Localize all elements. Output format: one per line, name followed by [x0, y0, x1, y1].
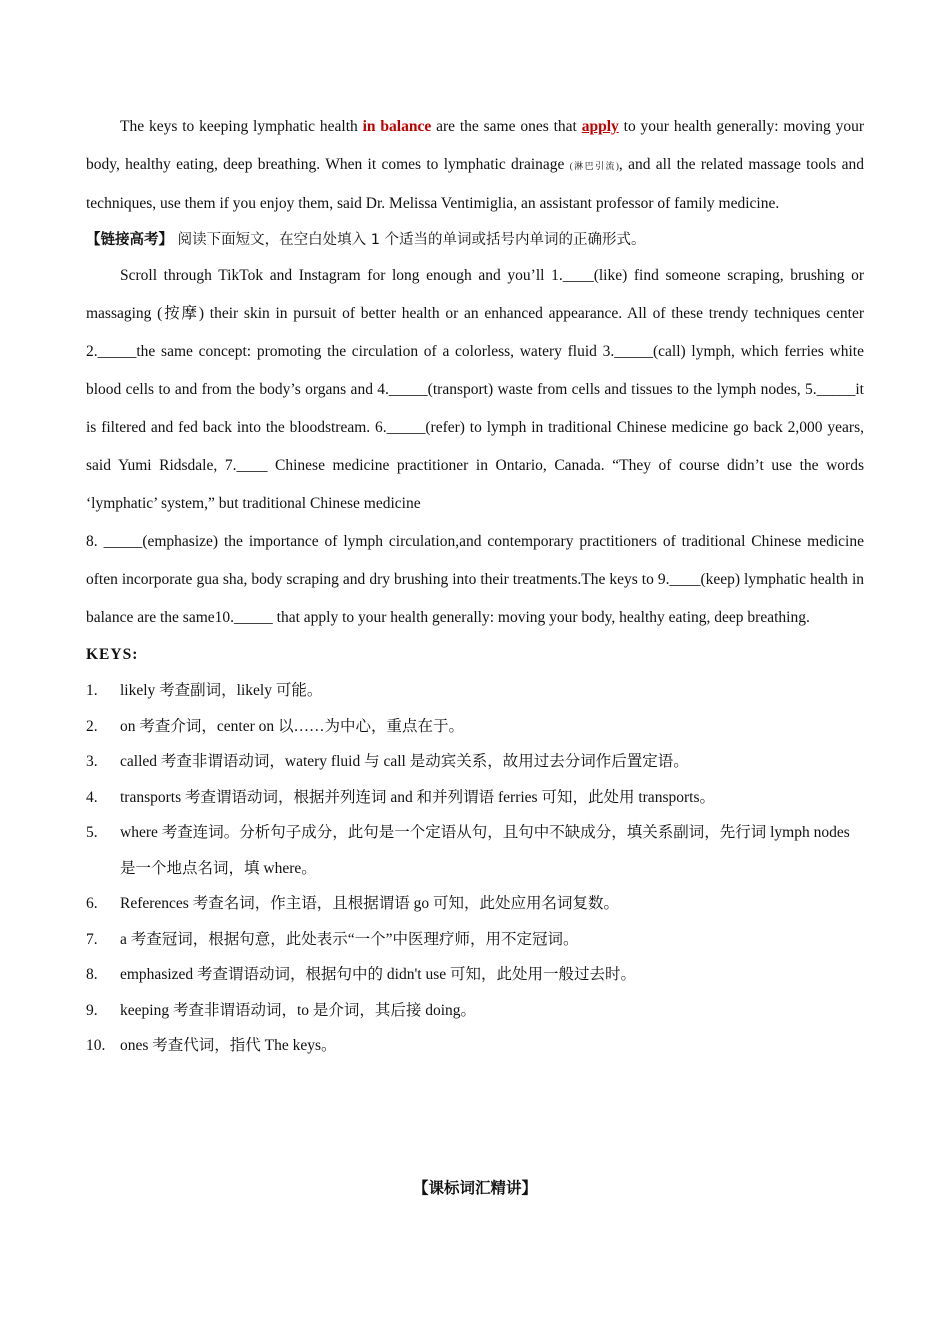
- key-text: References 考查名词，作主语，且根据谓语 go 可知，此处应用名词复数。: [120, 895, 619, 912]
- link-heading-tag: 【链接高考】: [86, 232, 173, 248]
- key-number: 7.: [86, 930, 98, 948]
- highlight-apply: apply: [581, 118, 619, 135]
- key-item: [86, 886, 864, 922]
- link-heading-instruction: 阅读下面短文，在空白处填入 1 个适当的单词或括号内单词的正确形式。: [173, 232, 646, 248]
- key-item: [86, 993, 864, 1029]
- link-heading: [86, 223, 864, 257]
- intro-text-2: are the same ones that: [431, 118, 582, 135]
- intro-text-1: The keys to keeping lymphatic health: [120, 118, 363, 135]
- key-text: emphasized 考查谓语动词，根据句中的 didn't use 可知，此处用一般过去时。: [120, 966, 636, 983]
- key-text: likely 考查副词，likely 可能。: [120, 682, 323, 699]
- key-number: 10.: [86, 1037, 106, 1054]
- key-number: 4.: [86, 788, 98, 806]
- highlight-in-balance: in balance: [362, 118, 432, 135]
- key-text: keeping 考查非谓语动词，to 是介词，其后接 doing。: [120, 1001, 477, 1019]
- key-item: [86, 815, 864, 886]
- key-text: on 考查介词，center on 以……为中心，重点在于。: [120, 717, 464, 735]
- key-item: [86, 673, 864, 709]
- intro-paragraph: [86, 108, 864, 223]
- key-text: ones 考查代词，指代 The keys。: [120, 1037, 337, 1054]
- document-body: [86, 108, 864, 1064]
- key-number: 1.: [86, 682, 98, 699]
- key-text: a 考查冠词，根据句意，此处表示“一个”中医理疗师，用不定冠词。: [120, 930, 579, 948]
- key-number: 5.: [86, 824, 98, 841]
- key-number: 2.: [86, 717, 98, 735]
- section-title: 【课标词汇精讲】: [412, 1179, 537, 1197]
- exercise-paragraph-1: Scroll through TikTok and Instagram for long enough and you’ll 1.____(like) find someone scraping, brushing or massaging (按摩) their skin in pursuit of better health or an enhanced appearance. All of these trendy techniques center 2._____the same concept: promoting the circulation of a colorless, watery fluid 3._____(call) lymph, which ferries white blood cells to and from the body’s organs and 4._____(transport) waste from cells and tissues to the lymph nodes, 5._____it is filtered and fed back into the bloodstream. 6._____(refer) to lymph in traditional Chinese medicine go back 2,000 years, said Yumi Ridsdale, 7.____ Chinese medicine practitioner in Ontario, Canada. “They of course didn’t use the words ‘lymphatic’ system,” but traditional Chinese medicine: [86, 267, 864, 512]
- key-item: [86, 744, 864, 780]
- intro-tiny-note: (淋巴引流): [569, 161, 619, 171]
- key-item: [86, 922, 864, 958]
- key-number: 9.: [86, 1001, 98, 1019]
- keys-list: [86, 673, 864, 1064]
- exercise-paragraph-2: 8. _____(emphasize) the importance of lymph circulation,and contemporary practitioners of traditional Chinese medicine often incorporate gua sha, body scraping and dry brushing into their treatments.The keys to 9.____(keep) lymphatic health in balance are the same10._____ that apply to your health generally: moving your body, healthy eating, deep breathing.: [86, 533, 864, 626]
- key-text: where 考查连词。分析句子成分，此句是一个定语从句，且句中不缺成分，填关系副词，先行词 lymph nodes 是一个地点名词，填 where。: [120, 824, 850, 877]
- key-text: transports 考查谓语动词，根据并列连词 and 和并列谓语 ferries 可知，此处用 transports。: [120, 788, 715, 806]
- intro-text-4: , and all the related massage tools and techniques, use them if you enjoy them, said Dr. Melissa Ventimiglia, an assistant professor of family medicine.: [86, 156, 865, 212]
- key-item: [86, 957, 864, 993]
- key-number: 3.: [86, 753, 98, 770]
- key-number: 6.: [86, 895, 98, 912]
- intro-text-3: to your health generally: moving your body, healthy eating, deep breathing. When it comes to lymphatic drainage: [86, 118, 864, 173]
- key-item: [86, 780, 864, 816]
- key-number: 8.: [86, 966, 98, 983]
- key-item: [86, 1028, 864, 1064]
- key-item: [86, 709, 864, 745]
- keys-title: KEYS:: [86, 646, 139, 663]
- key-text: called 考查非谓语动词，watery fluid 与 call 是动宾关系，故用过去分词作后置定语。: [120, 753, 689, 770]
